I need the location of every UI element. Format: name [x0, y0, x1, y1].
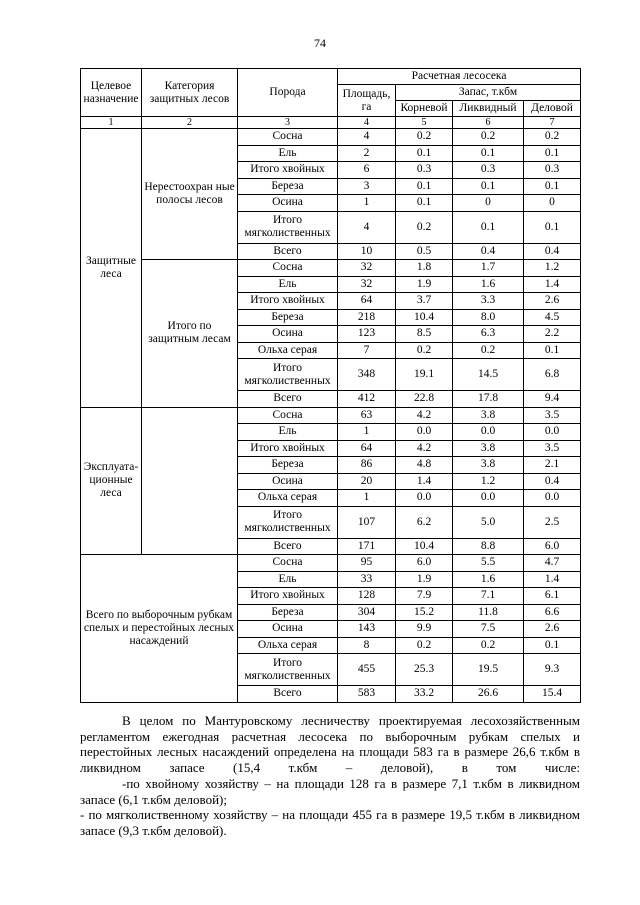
cell-business: 0.1: [524, 211, 581, 243]
cell-liquid: 7.5: [453, 621, 524, 638]
header-stock: Запас, т.кбм: [396, 85, 581, 101]
cell-business: 9.4: [524, 391, 581, 408]
cell-liquid: 0.2: [453, 129, 524, 146]
cell-business: 0.1: [524, 342, 581, 359]
cell-business: 1.2: [524, 260, 581, 277]
cell-root: 10.4: [396, 309, 453, 326]
cell-species: Ель: [238, 424, 338, 441]
cell-area: 583: [338, 686, 396, 703]
cell-species: Всего: [238, 538, 338, 555]
cell-business: 6.0: [524, 538, 581, 555]
table-row: [81, 129, 581, 146]
cell-area: 348: [338, 359, 396, 391]
col-number: 2: [142, 117, 238, 129]
cell-business: 6.6: [524, 604, 581, 621]
cell-area: 143: [338, 621, 396, 638]
cell-business: 0: [524, 195, 581, 212]
cell-species: Осина: [238, 473, 338, 490]
cell-business: 1.4: [524, 571, 581, 588]
paragraph-summary: В целом по Мантуровскому лесничеству проектируемая лесохозяйственным регламентом ежегодная расчетная лесосека по выборочным рубкам спелых и перестойных лесных насаждений определена на площади 583 га в размере 26,6 т.кбм в ликвидном запасе (15,4 т.кбм – деловой), в том числе:: [80, 713, 580, 776]
cell-business: 3.5: [524, 440, 581, 457]
cell-business: 0.4: [524, 473, 581, 490]
cell-root: 0.2: [396, 637, 453, 654]
cell-liquid: 8.8: [453, 538, 524, 555]
cell-business: 4.5: [524, 309, 581, 326]
col-number: 7: [524, 117, 581, 129]
cell-area: 64: [338, 440, 396, 457]
cell-liquid: 8.0: [453, 309, 524, 326]
cell-root: 4.8: [396, 457, 453, 474]
table-row: [81, 260, 581, 277]
cell-liquid: 17.8: [453, 391, 524, 408]
table-body: [81, 129, 581, 703]
cell-area: 3: [338, 178, 396, 195]
cell-liquid: 0.4: [453, 243, 524, 260]
cell-area: 412: [338, 391, 396, 408]
cell-business: 0.1: [524, 145, 581, 162]
cell-liquid: 0.1: [453, 145, 524, 162]
paragraph-deciduous: - по мягколиственному хозяйству – на площади 455 га в размере 19,5 т.кбм в ликвидном запасе (9,3 т.кбм деловой).: [80, 807, 580, 838]
cell-species: Береза: [238, 604, 338, 621]
group-total-selective: Всего по выборочным рубкам спелых и перестойных лесных насаждений: [81, 555, 238, 703]
cell-species: Береза: [238, 457, 338, 474]
cell-area: 123: [338, 326, 396, 343]
cell-species: Осина: [238, 195, 338, 212]
cell-liquid: 5.0: [453, 506, 524, 538]
cell-area: 64: [338, 293, 396, 310]
cell-liquid: 3.3: [453, 293, 524, 310]
cell-area: 33: [338, 571, 396, 588]
header-calc-area: Расчетная лесосека: [338, 69, 581, 85]
cell-liquid: 7.1: [453, 588, 524, 605]
cell-business: 0.4: [524, 243, 581, 260]
cell-liquid: 1.7: [453, 260, 524, 277]
conclusion-text: [80, 713, 580, 839]
cell-liquid: 0.2: [453, 637, 524, 654]
cell-root: 0.5: [396, 243, 453, 260]
cell-species: Ольха серая: [238, 490, 338, 507]
cell-area: 63: [338, 407, 396, 424]
group-exploitation: Эксплуата-ционные леса: [81, 407, 142, 555]
cell-species: Итого мягколиственных: [238, 654, 338, 686]
cell-liquid: 0: [453, 195, 524, 212]
cell-area: 32: [338, 260, 396, 277]
cell-species: Ольха серая: [238, 637, 338, 654]
cell-root: 0.1: [396, 145, 453, 162]
col-number: 6: [453, 117, 524, 129]
col-number: 4: [338, 117, 396, 129]
cell-business: 6.8: [524, 359, 581, 391]
cell-area: 1: [338, 490, 396, 507]
cell-area: 20: [338, 473, 396, 490]
cell-root: 7.9: [396, 588, 453, 605]
cell-root: 1.9: [396, 276, 453, 293]
header-species: Порода: [238, 69, 338, 117]
cell-root: 15.2: [396, 604, 453, 621]
cell-liquid: 14.5: [453, 359, 524, 391]
cell-species: Сосна: [238, 260, 338, 277]
cell-area: 95: [338, 555, 396, 572]
cell-area: 32: [338, 276, 396, 293]
cell-liquid: 1.6: [453, 571, 524, 588]
cell-root: 10.4: [396, 538, 453, 555]
cell-root: 9.9: [396, 621, 453, 638]
cell-area: 1: [338, 424, 396, 441]
col-number: 5: [396, 117, 453, 129]
cell-business: 4.7: [524, 555, 581, 572]
cell-root: 22.8: [396, 391, 453, 408]
col-number: 1: [81, 117, 142, 129]
header-liquid: Ликвидный: [453, 101, 524, 117]
cell-liquid: 19.5: [453, 654, 524, 686]
cell-business: 2.6: [524, 293, 581, 310]
cell-species: Итого хвойных: [238, 588, 338, 605]
cell-root: 3.7: [396, 293, 453, 310]
cell-species: Береза: [238, 309, 338, 326]
table-row: [81, 407, 581, 424]
cell-root: 25.3: [396, 654, 453, 686]
cell-business: 15.4: [524, 686, 581, 703]
cell-business: 0.0: [524, 490, 581, 507]
cell-liquid: 1.6: [453, 276, 524, 293]
category-non-spawning: Нерестоохран ные полосы лесов: [142, 129, 238, 260]
cell-species: Всего: [238, 391, 338, 408]
page-number: 74: [314, 36, 326, 50]
cell-root: 6.0: [396, 555, 453, 572]
cell-area: 10: [338, 243, 396, 260]
forest-cut-table: [80, 68, 581, 703]
cell-species: Сосна: [238, 555, 338, 572]
cell-liquid: 3.8: [453, 457, 524, 474]
cell-liquid: 26.6: [453, 686, 524, 703]
cell-business: 2.5: [524, 506, 581, 538]
cell-root: 1.4: [396, 473, 453, 490]
header-area: Площадь, га: [338, 85, 396, 117]
cell-root: 4.2: [396, 440, 453, 457]
cell-root: 8.5: [396, 326, 453, 343]
cell-business: 0.3: [524, 162, 581, 179]
category-empty: [142, 407, 238, 555]
cell-species: Итого мягколиственных: [238, 506, 338, 538]
cell-area: 128: [338, 588, 396, 605]
header-root: Корневой: [396, 101, 453, 117]
cell-root: 0.1: [396, 178, 453, 195]
cell-liquid: 0.0: [453, 490, 524, 507]
group-protective: Защитные леса: [81, 129, 142, 408]
cell-area: 2: [338, 145, 396, 162]
cell-business: 2.6: [524, 621, 581, 638]
cell-root: 1.8: [396, 260, 453, 277]
header-category: Категория защитных лесов: [142, 69, 238, 117]
header-business: Деловой: [524, 101, 581, 117]
cell-liquid: 6.3: [453, 326, 524, 343]
cell-root: 0.0: [396, 424, 453, 441]
cell-species: Сосна: [238, 407, 338, 424]
cell-liquid: 1.2: [453, 473, 524, 490]
cell-root: 0.2: [396, 342, 453, 359]
paragraph-conifer: -по хвойному хозяйству – на площади 128 га в размере 7,1 т.кбм в ликвидном запасе (6,1 т.кбм деловой);: [80, 775, 580, 807]
cell-species: Итого хвойных: [238, 162, 338, 179]
cell-business: 0.2: [524, 129, 581, 146]
cell-business: 6.1: [524, 588, 581, 605]
cell-species: Всего: [238, 686, 338, 703]
cell-root: 19.1: [396, 359, 453, 391]
cell-business: 3.5: [524, 407, 581, 424]
cell-root: 0.0: [396, 490, 453, 507]
cell-species: Сосна: [238, 129, 338, 146]
cell-business: 2.2: [524, 326, 581, 343]
cell-species: Всего: [238, 243, 338, 260]
cell-area: 6: [338, 162, 396, 179]
cell-liquid: 0.3: [453, 162, 524, 179]
cell-area: 4: [338, 211, 396, 243]
cell-species: Осина: [238, 326, 338, 343]
cell-species: Итого мягколиственных: [238, 211, 338, 243]
cell-root: 0.3: [396, 162, 453, 179]
cell-species: Итого мягколиственных: [238, 359, 338, 391]
cell-liquid: 11.8: [453, 604, 524, 621]
cell-species: Ель: [238, 145, 338, 162]
col-number: 3: [238, 117, 338, 129]
cell-species: Береза: [238, 178, 338, 195]
cell-species: Итого хвойных: [238, 293, 338, 310]
cell-root: 0.2: [396, 211, 453, 243]
cell-area: 107: [338, 506, 396, 538]
cell-business: 0.1: [524, 637, 581, 654]
cell-liquid: 0.0: [453, 424, 524, 441]
cell-area: 4: [338, 129, 396, 146]
cell-root: 33.2: [396, 686, 453, 703]
cell-root: 0.1: [396, 195, 453, 212]
cell-species: Осина: [238, 621, 338, 638]
cell-root: 4.2: [396, 407, 453, 424]
cell-root: 1.9: [396, 571, 453, 588]
cell-business: 1.4: [524, 276, 581, 293]
cell-business: 2.1: [524, 457, 581, 474]
cell-area: 455: [338, 654, 396, 686]
cell-area: 171: [338, 538, 396, 555]
cell-area: 304: [338, 604, 396, 621]
cell-business: 0.0: [524, 424, 581, 441]
cell-area: 7: [338, 342, 396, 359]
cell-species: Итого хвойных: [238, 440, 338, 457]
cell-area: 8: [338, 637, 396, 654]
cell-liquid: 5.5: [453, 555, 524, 572]
cell-area: 1: [338, 195, 396, 212]
cell-species: Ель: [238, 276, 338, 293]
cell-root: 6.2: [396, 506, 453, 538]
table-row: [81, 555, 581, 572]
header-purpose: Целевое назначение: [81, 69, 142, 117]
cell-area: 86: [338, 457, 396, 474]
cell-root: 0.2: [396, 129, 453, 146]
cell-area: 218: [338, 309, 396, 326]
cell-liquid: 0.1: [453, 178, 524, 195]
category-total-protective: Итого по защитным лесам: [142, 260, 238, 408]
cell-liquid: 0.1: [453, 211, 524, 243]
cell-liquid: 3.8: [453, 407, 524, 424]
cell-liquid: 3.8: [453, 440, 524, 457]
cell-species: Ель: [238, 571, 338, 588]
cell-species: Ольха серая: [238, 342, 338, 359]
cell-liquid: 0.2: [453, 342, 524, 359]
cell-business: 9.3: [524, 654, 581, 686]
cell-business: 0.1: [524, 178, 581, 195]
table-header: [81, 69, 581, 129]
